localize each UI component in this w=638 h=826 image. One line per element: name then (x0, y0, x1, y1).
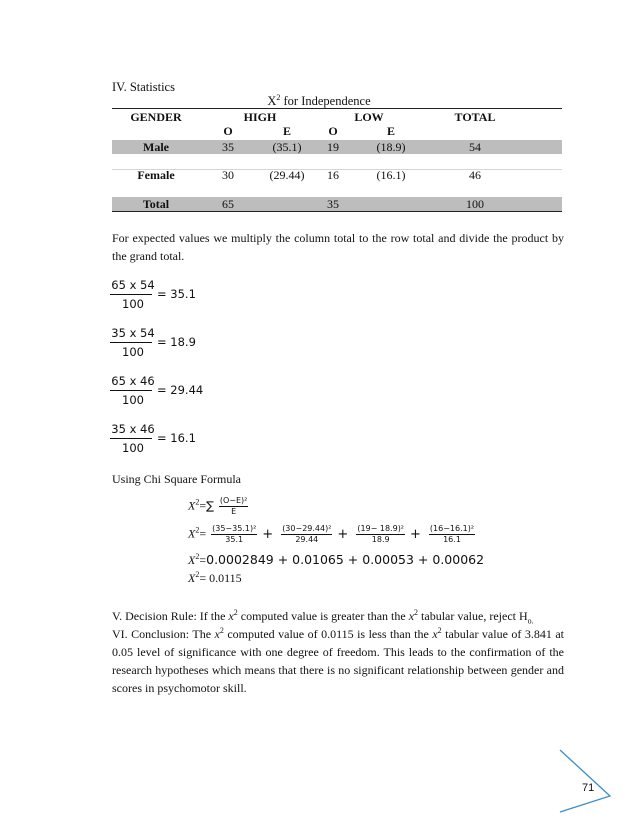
formula-sum: $X^2=0.0002849 + 0.01065 + 0.00053 + 0.00062$ (188, 552, 485, 567)
page-number-badge (558, 748, 614, 814)
formula-general: $X^2=\sum$ $\frac{\text{(O−E)²}}{E}$ (188, 496, 248, 516)
row-female-low-o: 16 (327, 168, 339, 182)
formula-result: $X^2= 0.0115$ (188, 570, 242, 585)
row-total-low-o: 35 (327, 197, 339, 211)
header-low: LOW (354, 110, 384, 124)
formula-substituted: $X^2=$ $\frac{\text{(35−35.1)²}}{35.1}$ + $\frac{\text{(30−29.44)²}}{29.44}$ + $\frac{\text{(19− 18.9)²}}{18.9}$ + $\frac{\text{(16−16.1)²}}{16.1}$ (188, 524, 475, 544)
header-gender: GENDER (130, 110, 182, 124)
header-total: TOTAL (454, 110, 496, 124)
header-high-e: E (282, 124, 292, 138)
row-female-gender: Female (137, 168, 175, 182)
row-male-high-o: 35 (222, 140, 234, 154)
row-male-low-e: (18.9) (376, 140, 406, 154)
row-female-high-o: 30 (222, 168, 234, 182)
conclusion-paragraph: VI. Conclusion: The $x^2$ computed value of 0.0115 is less than the $x^2$ tabular value of 3.841 at 0.05 level of significance with one degree of freedom. This leads to the confirmation of the research hypotheses which means that there is no significant relationship between gender and scores in psychomotor skill. (112, 626, 564, 695)
row-total-gender: Total (142, 197, 170, 211)
row-male-gender: Male (143, 140, 169, 154)
row-total-total: 100 (466, 197, 484, 211)
row-female-low-e: (16.1) (376, 168, 406, 182)
row-male-low-o: 19 (327, 140, 339, 154)
formula-intro: Using Chi Square Formula (112, 472, 241, 486)
section-heading: IV. Statistics (112, 80, 175, 94)
header-low-o: O (328, 124, 338, 138)
row-male-high-e: (35.1) (272, 140, 302, 154)
page-number: 71 (582, 782, 595, 794)
header-high: HIGH (243, 110, 277, 124)
header-low-e: E (386, 124, 396, 138)
row-total-high-o: 65 (222, 197, 234, 211)
page-badge-shape-icon (558, 748, 614, 814)
row-female-total: 46 (469, 168, 481, 182)
header-high-o: O (223, 124, 233, 138)
row-male-total: 54 (469, 140, 481, 154)
chi-square-table (112, 108, 562, 212)
row-female-high-e: (29.44) (269, 168, 305, 182)
table-title: $X^2$ for Independence (267, 93, 371, 109)
expected-values-paragraph: For expected values we multiply the column total to the row total and divide the product by the grand total. (112, 231, 564, 263)
decision-rule: V. Decision Rule: If the $x^2$ computed value is greater than the $x^2$ tabular value, reject $H_{o.}$ (112, 608, 534, 626)
